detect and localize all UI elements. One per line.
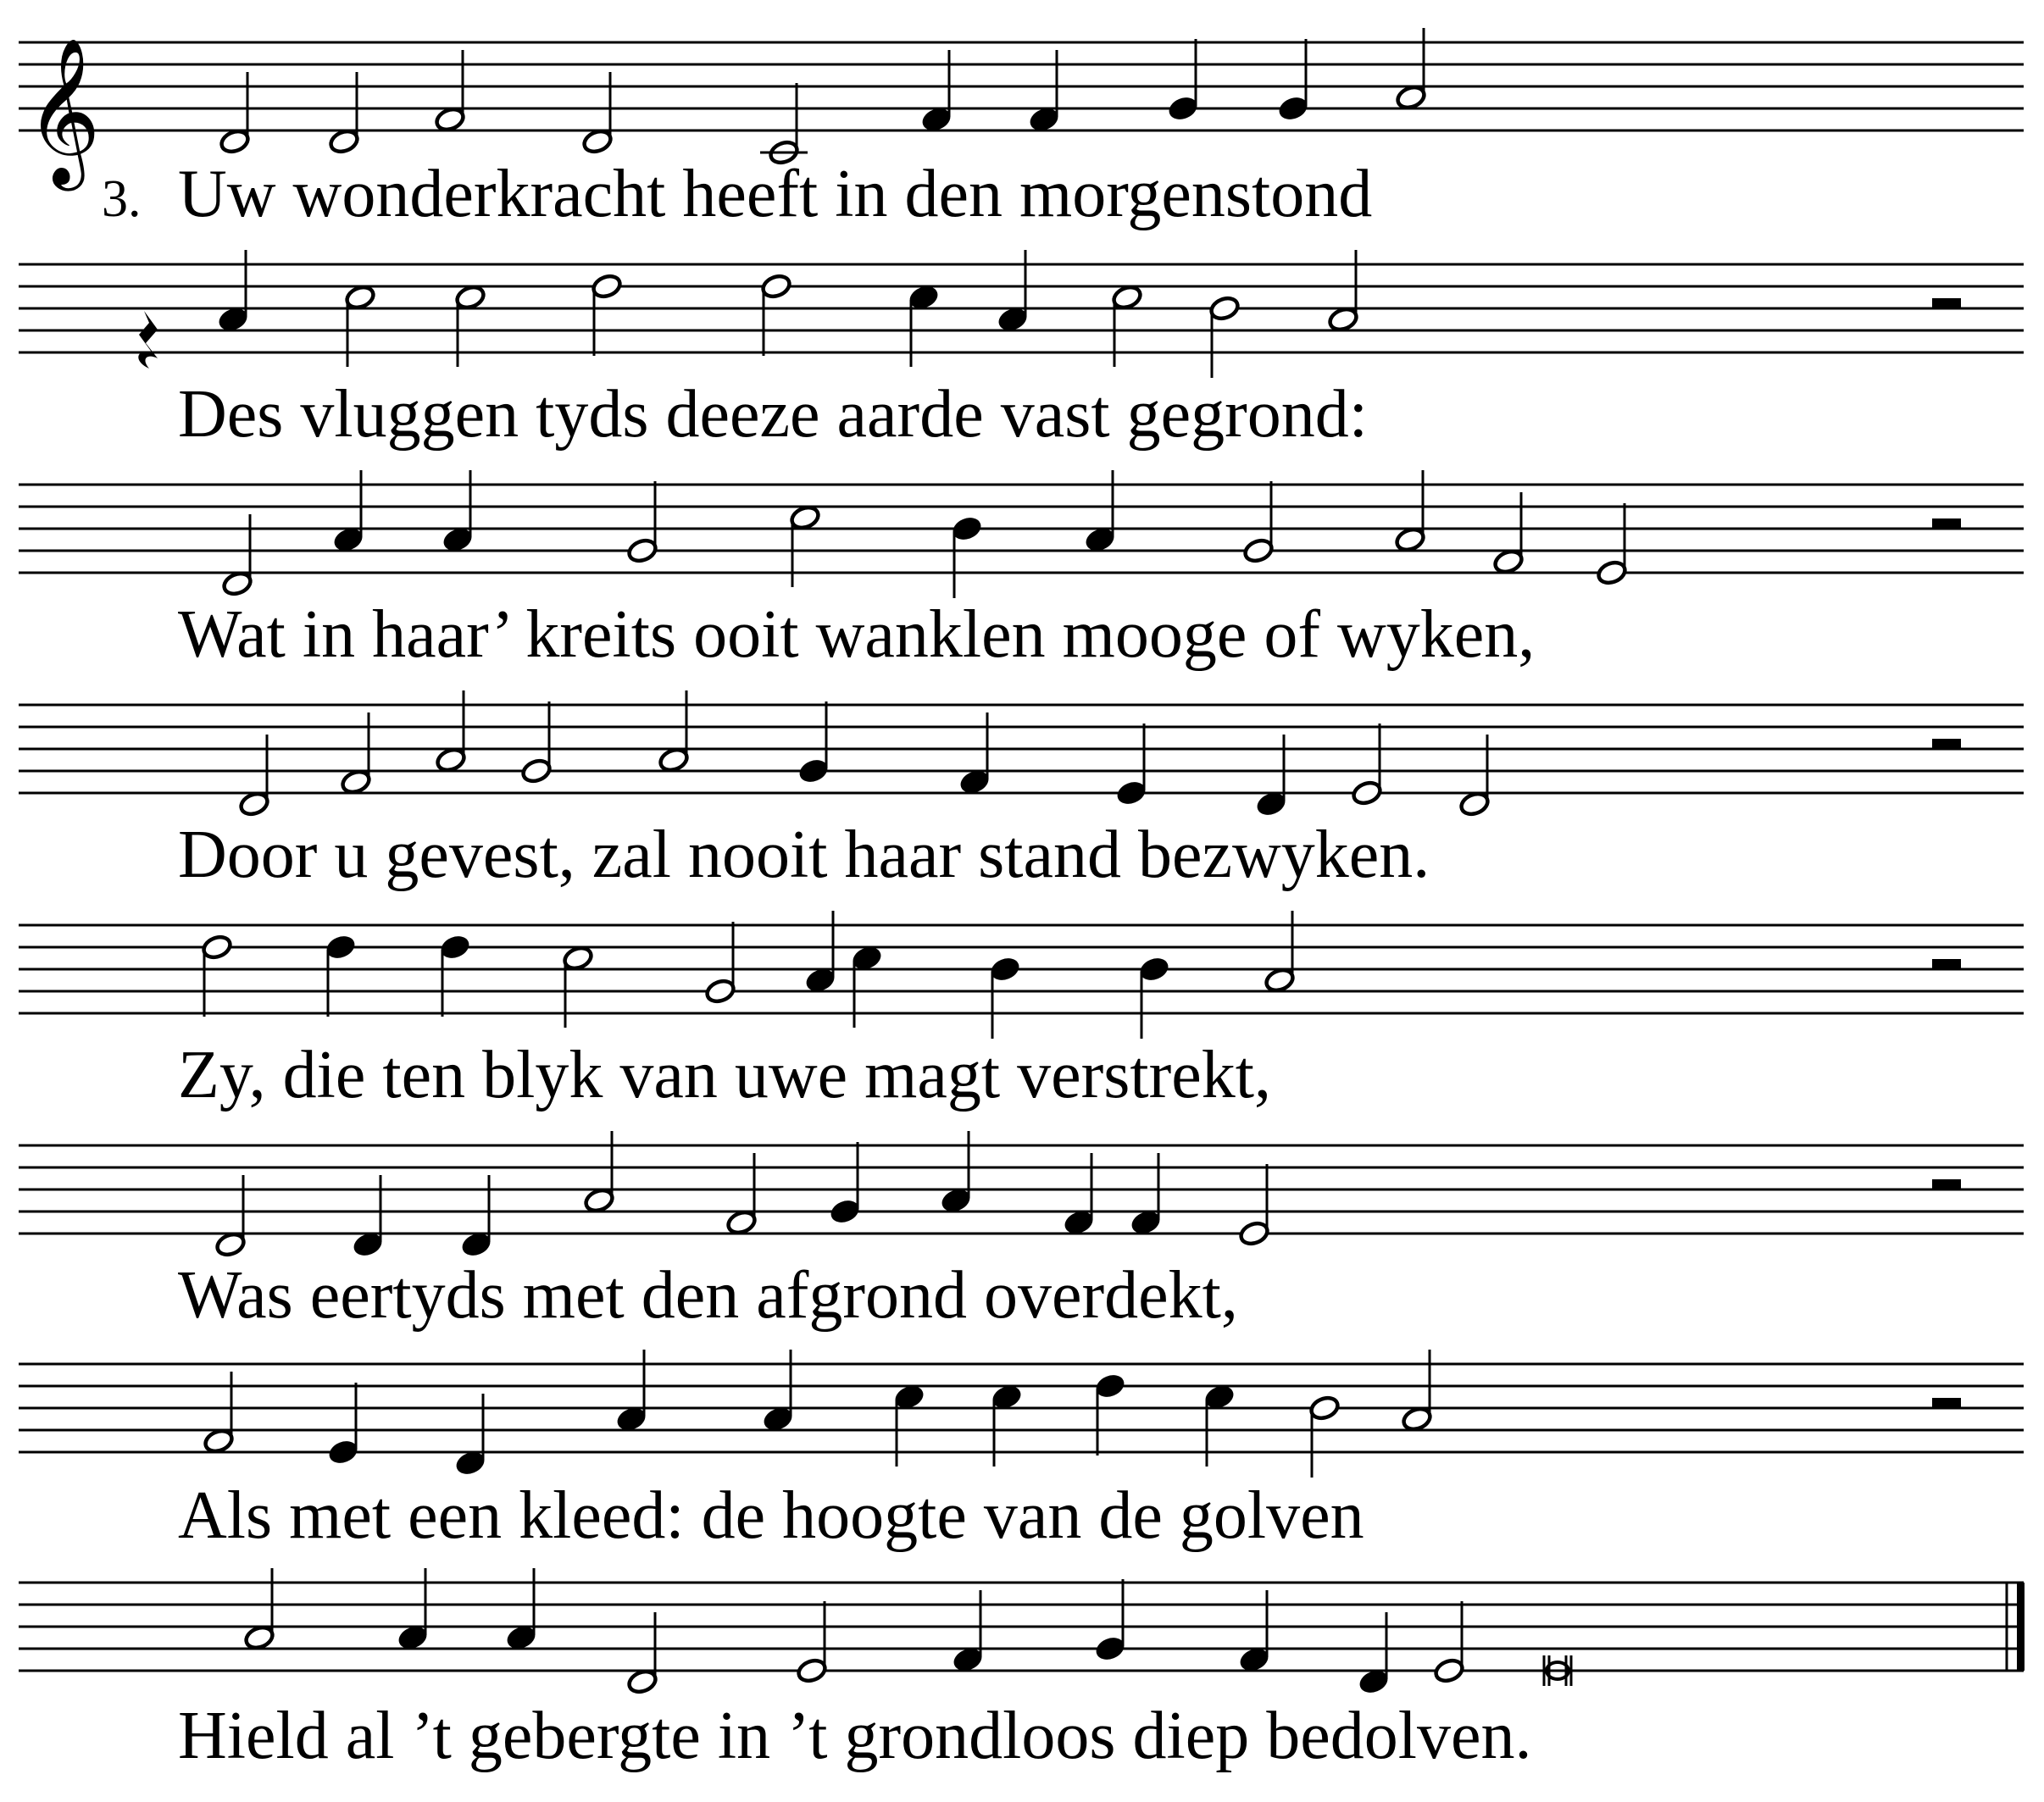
note-g-quarter bbox=[829, 1142, 861, 1225]
note-a-quarter bbox=[762, 1350, 794, 1433]
note-c2-half bbox=[562, 945, 594, 1028]
note-d-half bbox=[221, 514, 253, 597]
note-g-half bbox=[704, 922, 736, 1005]
note-d-half bbox=[1458, 735, 1491, 818]
note-d-half bbox=[581, 72, 614, 155]
note-c2-quarter bbox=[908, 284, 940, 367]
note-d-quarter bbox=[460, 1175, 492, 1258]
note-d-half bbox=[626, 1612, 658, 1695]
note-a-half bbox=[658, 690, 690, 773]
note-e-quarter bbox=[327, 1383, 359, 1466]
note-a-half bbox=[1394, 470, 1426, 553]
note-f-quarter bbox=[1130, 1153, 1162, 1236]
note-e-half bbox=[1351, 724, 1383, 807]
lyric-line-5: Zy, die ten blyk van uwe magt verstrekt, bbox=[178, 1038, 1271, 1112]
note-d-quarter bbox=[1358, 1612, 1390, 1695]
note-c2-quarter bbox=[1203, 1383, 1236, 1467]
half-rest-icon bbox=[1932, 1179, 1961, 1189]
note-c2-half bbox=[454, 284, 486, 367]
note-a-quarter bbox=[997, 250, 1029, 333]
note-f-quarter bbox=[920, 50, 953, 133]
note-a-quarter bbox=[940, 1131, 972, 1214]
note-b-quarter bbox=[1138, 956, 1170, 1039]
note-b-half bbox=[1308, 1394, 1341, 1478]
half-rest-icon bbox=[1932, 959, 1961, 969]
note-e-half bbox=[1238, 1164, 1270, 1247]
note-c2-half bbox=[789, 504, 821, 587]
note-f-half bbox=[340, 712, 372, 796]
note-d2-half bbox=[760, 273, 792, 356]
note-a-quarter bbox=[1084, 470, 1116, 553]
note-d-half bbox=[219, 72, 251, 155]
half-rest-icon bbox=[1932, 1398, 1961, 1408]
note-f-half bbox=[203, 1372, 235, 1455]
verse-number: 3. bbox=[102, 170, 142, 228]
note-g-half bbox=[1242, 481, 1275, 564]
note-d-quarter bbox=[1255, 735, 1287, 818]
note-c-half bbox=[760, 83, 808, 166]
quarter-rest-icon bbox=[138, 311, 158, 369]
note-d2-quarter bbox=[325, 934, 357, 1017]
note-a-half bbox=[1264, 911, 1296, 994]
note-b-half bbox=[1208, 295, 1241, 378]
note-g-quarter bbox=[797, 701, 830, 785]
note-e-quarter bbox=[1115, 724, 1147, 807]
note-c2-quarter bbox=[893, 1383, 925, 1467]
note-f-quarter bbox=[958, 712, 991, 796]
note-a-quarter bbox=[442, 470, 474, 553]
note-c2-half bbox=[344, 284, 376, 367]
note-g-half bbox=[520, 701, 553, 785]
note-f-half bbox=[1492, 492, 1525, 575]
staff-system-3 bbox=[19, 470, 2024, 672]
note-f-quarter bbox=[1063, 1153, 1095, 1236]
note-a-quarter bbox=[397, 1568, 429, 1651]
note-e-half bbox=[1596, 503, 1628, 586]
note-d-half bbox=[214, 1175, 247, 1258]
lyric-line-6: Was eertyds met den afgrond overdekt, bbox=[178, 1258, 1238, 1333]
staff-system-6 bbox=[19, 1131, 2024, 1333]
lyric-line-7: Als met een kleed: de hoogte van de golven bbox=[178, 1478, 1364, 1553]
note-f-quarter bbox=[952, 1590, 984, 1673]
note-d-quarter bbox=[454, 1394, 486, 1477]
note-f-quarter bbox=[1238, 1590, 1270, 1673]
note-a-half bbox=[1401, 1350, 1433, 1433]
note-b-quarter bbox=[989, 956, 1021, 1039]
note-a-quarter bbox=[332, 470, 364, 553]
half-rest-icon bbox=[1932, 298, 1961, 308]
note-d2-quarter bbox=[1094, 1372, 1126, 1455]
lyric-line-2: Des vluggen tyds deeze aarde vast gegrond: bbox=[178, 377, 1368, 452]
lyric-line-8: Hield al ’t gebergte in ’t grondloos diep bedolven. bbox=[178, 1699, 1532, 1773]
lyric-line-1: Uw wonderkracht heeft in den morgenstond bbox=[178, 157, 1373, 231]
note-a-half bbox=[1395, 28, 1427, 111]
staff-system-7 bbox=[19, 1350, 2024, 1553]
half-rest-icon bbox=[1932, 739, 1961, 749]
note-d2-quarter bbox=[439, 934, 471, 1017]
note-g-half bbox=[626, 481, 658, 564]
note-d-half bbox=[238, 735, 270, 818]
note-f-half bbox=[725, 1153, 758, 1236]
note-a-quarter bbox=[217, 250, 249, 333]
note-d2-half bbox=[591, 273, 623, 356]
note-d-half bbox=[328, 72, 360, 155]
note-a-half bbox=[435, 690, 467, 773]
barline-thick bbox=[2017, 1583, 2025, 1671]
note-g-quarter bbox=[1167, 39, 1199, 122]
note-g-quarter bbox=[1277, 39, 1309, 122]
note-c2-half bbox=[1111, 284, 1143, 367]
note-a-half bbox=[1327, 250, 1359, 333]
note-b-quarter bbox=[951, 515, 983, 598]
note-f-quarter bbox=[1028, 50, 1060, 133]
note-e-half bbox=[796, 1601, 828, 1684]
lyric-line-3: Wat in haar’ kreits ooit wanklen mooge of wyken, bbox=[178, 597, 1536, 672]
note-f-half bbox=[434, 50, 466, 133]
note-d-quarter bbox=[352, 1175, 384, 1258]
lyric-line-4: Door u gevest, zal nooit haar stand bezwyken. bbox=[178, 818, 1430, 892]
staff-system-8 bbox=[19, 1568, 2025, 1773]
note-a-quarter bbox=[615, 1350, 647, 1433]
note-a-quarter bbox=[505, 1568, 537, 1651]
note-d2-half bbox=[201, 934, 233, 1017]
staff-system-2 bbox=[19, 250, 2024, 452]
staff-system-5 bbox=[19, 911, 2024, 1112]
staff-system-1 bbox=[19, 28, 2024, 231]
note-a-half bbox=[583, 1131, 615, 1214]
note-a-half bbox=[243, 1568, 275, 1651]
note-c2-quarter bbox=[851, 945, 883, 1028]
treble-clef-icon: 𝄞 bbox=[25, 37, 101, 185]
note-c2-quarter bbox=[991, 1383, 1023, 1467]
note-e-half bbox=[1433, 1601, 1465, 1684]
half-rest-icon bbox=[1932, 518, 1961, 529]
note-a-quarter bbox=[804, 911, 836, 994]
note-g-quarter bbox=[1094, 1579, 1126, 1662]
staff-system-4 bbox=[19, 690, 2024, 892]
